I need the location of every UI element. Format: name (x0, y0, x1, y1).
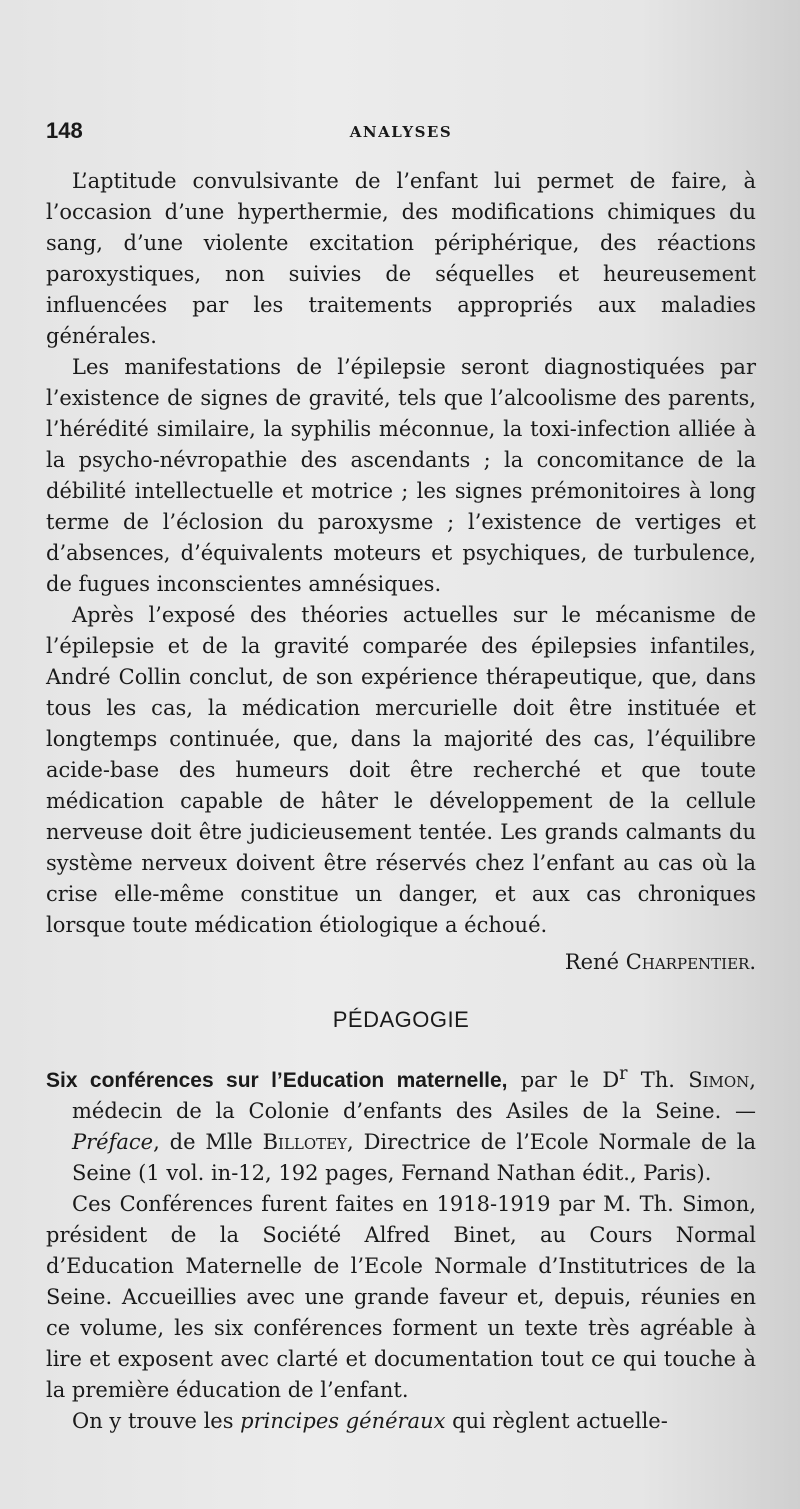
preface-by: , de Mlle (153, 1130, 263, 1154)
p5-end: qui règlent actuelle- (445, 1409, 668, 1433)
preface-author: Billotey (262, 1130, 348, 1154)
doctor-superscript: r (619, 1064, 628, 1084)
page-number: 148 (46, 118, 83, 143)
paragraph-manifestations: Les manifestations de l’épilepsie seront diagnostiquées par l’existence de signes de gravité, tels que l’alcoolisme des parents, l’hérédité similaire, la syphilis méconnue, la toxi-infection alliée à la psycho-névropathie des ascendants ; la concomitance de la débilité intellectuelle et motrice ; les signes prémonitoires à long terme de l’éclosion du paroxysme ; l’existence de vertiges et d’absences, d’équivalents moteurs et psychiques, de turbulence, de fugues inconscientes amnésiques. (46, 355, 756, 596)
bibliographic-entry (46, 1059, 756, 1189)
author-role: , médecin de la Colonie d’enfants des Asiles de la Seine. — (72, 1068, 756, 1123)
author-signature (46, 947, 756, 978)
paragraph-conclusion: Après l’exposé des théories actuelles sur le mécanisme de l’épilepsie et de la gravité comparée des épilepsies infantiles, André Collin conclut, de son expérience thérapeutique, que, dans tous les cas, la médication mercurielle doit être instituée et longtemps continuée, que, dans la majorité des cas, l’équilibre acide-base des humeurs doit être recherché et que toute médication capable de hâter le développement de la cellule nerveuse doit être judicieusement tentée. Les grands calmants du système nerveux doivent être réservés chez l’enfant au cas où la crise elle-même constitue un danger, et aux cas chroniques lorsque toute médication étiologique a échoué. (46, 603, 756, 937)
signature-last-name: Charpentier. (625, 950, 756, 974)
author-last: Simon (688, 1068, 750, 1092)
signature-first-name: René (564, 950, 620, 974)
book-by: par le D (507, 1068, 620, 1092)
paragraph-principes (46, 1406, 756, 1437)
book-title: Six conférences sur l’Education maternelle, (46, 1069, 508, 1092)
author-first: Th. (627, 1068, 689, 1092)
p5-start: On y trouve les (72, 1409, 241, 1433)
running-head: ANALYSES (349, 123, 453, 141)
body-text (46, 166, 756, 1437)
preface-role: , Directrice de l’Ecole Normale de la Seine (1 vol. in-12, 192 pages, Fernand Nathan édit., Paris). (72, 1130, 756, 1185)
paragraph-aptitude: L’aptitude convulsivante de l’enfant lui permet de faire, à l’occasion d’une hyperthermie, des modifications chimiques du sang, d’une violente excitation périphérique, des réactions paroxystiques, non suivies de séquelles et heureusement influencées par les traitements appropriés aux maladies générales. (46, 169, 756, 348)
p5-italic: principes généraux (240, 1409, 446, 1433)
paragraph-conferences: Ces Conférences furent faites en 1918-1919 par M. Th. Simon, président de la Société Alfred Binet, au Cours Normal d’Education Maternelle de l’Ecole Normale d’Institutrices de la Seine. Accueillies avec une grande faveur et, depuis, réunies en ce volume, les six conférences forment un texte très agréable à lire et exposent avec clarté et documentation tout ce qui touche à la première éducation de l’enfant. (46, 1192, 756, 1402)
page-header (46, 118, 756, 148)
preface-label: Préface (72, 1130, 154, 1154)
section-title: PÉDAGOGIE (332, 1007, 470, 1032)
